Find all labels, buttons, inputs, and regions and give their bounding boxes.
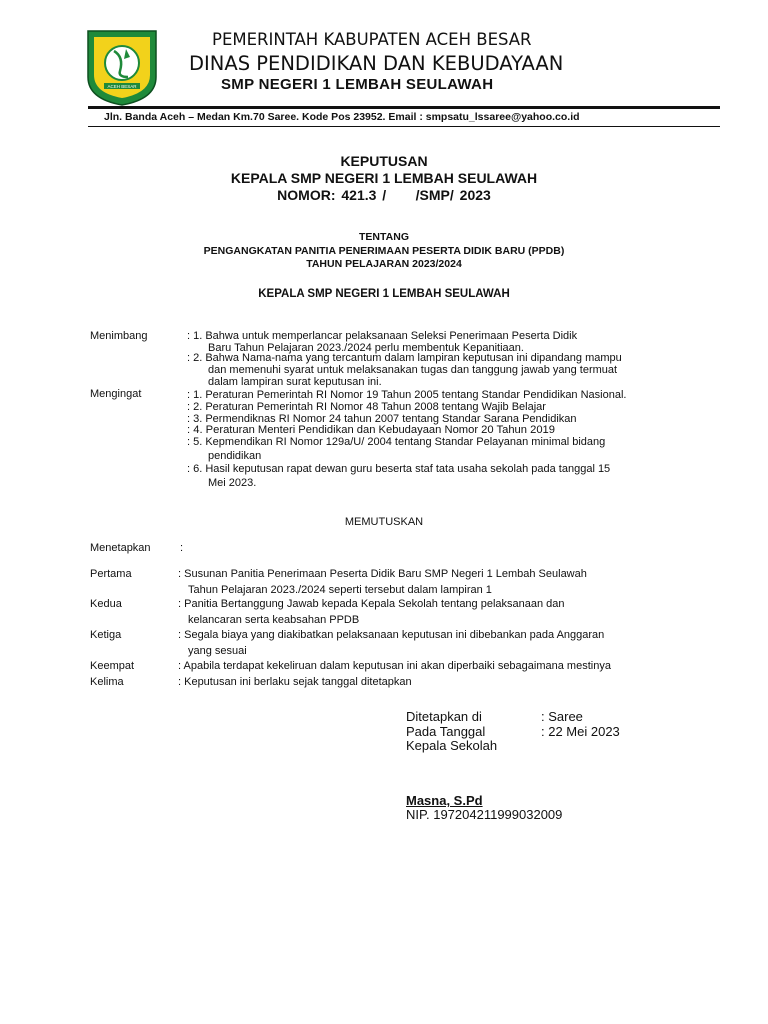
signature-date-label: Pada Tanggal: [406, 724, 486, 739]
decision-label: Pertama: [90, 568, 132, 580]
menetapkan-label: Menetapkan: [90, 542, 151, 554]
menetapkan-colon: :: [180, 542, 184, 554]
menimbang-line: : 1. Bahwa untuk memperlancar pelaksanaan Seleksi Penerimaan Peserta Didik: [187, 330, 578, 342]
decree-academic-year: TAHUN PELAJARAN 2023/2024: [306, 258, 462, 270]
aceh-besar-emblem-icon: [84, 27, 160, 107]
svg-text:ACEH BESAR: ACEH BESAR: [107, 84, 137, 89]
signature-place-value: : Saree: [541, 709, 583, 724]
signature-position: Kepala Sekolah: [406, 738, 498, 753]
mengingat-line: : 2. Peraturan Pemerintah RI Nomor 48 Tahun 2008 tentang Wajib Belajar: [187, 401, 546, 413]
decree-issuer-heading: KEPALA SMP NEGERI 1 LEMBAH SEULAWAH: [230, 170, 538, 186]
decision-text: : Apabila terdapat kekeliruan dalam keputusan ini akan diperbaiki sebagaimana mestinya: [178, 660, 611, 672]
decision-text: kelancaran serta keabsahan PPDB: [188, 614, 360, 626]
mengingat-line: : 6. Hasil keputusan rapat dewan guru beserta staf tata usaha sekolah pada tanggal 15: [187, 463, 611, 475]
decision-text: Tahun Pelajaran 2023./2024 seperti tersebut dalam lampiran 1: [188, 584, 492, 596]
signatory-name: Masna, S.Pd: [406, 793, 483, 808]
letterhead-department: DINAS PENDIDIKAN DAN KEBUDAYAAN: [189, 52, 564, 75]
decision-text: : Panitia Bertanggung Jawab kepada Kepala Sekolah tentang pelaksanaan dan: [178, 598, 565, 610]
decision-label: Kelima: [90, 676, 124, 688]
signature-place-label: Ditetapkan di: [406, 709, 482, 724]
about-label: TENTANG: [359, 231, 409, 243]
signature-date-value: : 22 Mei 2023: [541, 724, 620, 739]
mengingat-line: Mei 2023.: [208, 477, 257, 489]
letterhead-school: SMP NEGERI 1 LEMBAH SEULAWAH: [221, 76, 494, 93]
mengingat-line: : 1. Peraturan Pemerintah RI Nomor 19 Tahun 2005 tentang Standar Pendidikan Nasional.: [187, 389, 627, 401]
mengingat-line: pendidikan: [208, 450, 262, 462]
letterhead-government: PEMERINTAH KABUPATEN ACEH BESAR: [212, 30, 532, 49]
decree-title: KEPUTUSAN: [340, 153, 428, 169]
menimbang-label: Menimbang: [90, 330, 148, 342]
decision-label: Ketiga: [90, 629, 122, 641]
decision-label: Kedua: [90, 598, 122, 610]
decision-text: : Keputusan ini berlaku sejak tanggal ditetapkan: [178, 676, 412, 688]
decree-subject: PENGANGKATAN PANITIA PENERIMAAN PESERTA DIDIK BARU (PPDB): [203, 245, 565, 257]
decree-number: NOMOR: 421.3 / /SMP/ 2023: [277, 187, 491, 203]
mengingat-line: : 3. Permendiknas RI Nomor 24 tahun 2007 tentang Standar Sarana Pendidikan: [187, 413, 577, 425]
decision-text: : Segala biaya yang diakibatkan pelaksanaan keputusan ini dibebankan pada Anggaran: [178, 629, 605, 641]
mengingat-line: : 4. Peraturan Menteri Pendidikan dan Kebudayaan Nomor 20 Tahun 2019: [187, 424, 555, 436]
mengingat-label: Mengingat: [90, 388, 142, 400]
mengingat-line: : 5. Kepmendikan RI Nomor 129a/U/ 2004 tentang Standar Pelayanan minimal bidang: [187, 436, 606, 448]
decision-text: yang sesuai: [188, 645, 247, 657]
menimbang-line: : 2. Bahwa Nama-nama yang tercantum dalam lampiran keputusan ini dipandang mampu: [187, 352, 622, 364]
decree-issuer: KEPALA SMP NEGERI 1 LEMBAH SEULAWAH: [258, 288, 510, 300]
menimbang-line: dan memenuhi syarat untuk melaksanakan tugas dan tanggung jawab yang termuat: [208, 364, 618, 376]
decision-label: Keempat: [90, 660, 135, 672]
menimbang-line: dalam lampiran surat keputusan ini.: [208, 376, 382, 388]
menimbang-line: Baru Tahun Pelajaran 2023./2024 perlu membentuk Kepanitiaan.: [208, 342, 524, 354]
letterhead-rule-thin: [88, 126, 720, 127]
memutuskan-heading: MEMUTUSKAN: [344, 516, 424, 528]
signatory-nip: NIP. 197204211999032009: [406, 807, 563, 822]
decision-text: : Susunan Panitia Penerimaan Peserta Didik Baru SMP Negeri 1 Lembah Seulawah: [178, 568, 587, 580]
letterhead-address: Jln. Banda Aceh – Medan Km.70 Saree. Kode Pos 23952. Email : smpsatu_lssaree@yahoo.co.id: [104, 111, 580, 123]
letterhead-rule-thick: [88, 106, 720, 109]
